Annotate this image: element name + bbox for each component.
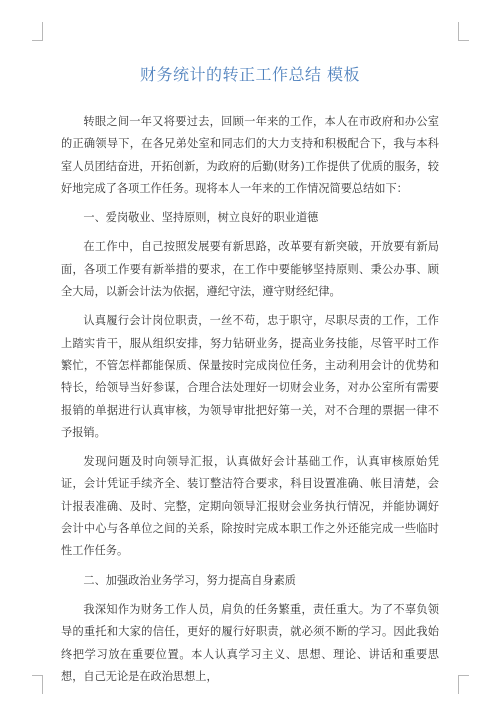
paragraph-2-1: 我深知作为财务工作人员，肩负的任务繁重，责任重大。为了不辜负领导的重托和大家的信任，更好的履行好职责，就必须不断的学习。因此我始终把学习放在重要位置。本人认真学习主义、思想、理论、讲话和重要思想，自己无论是在政治思想上， <box>61 602 439 683</box>
paragraph-intro: 转眼之间一年又将要过去，回顾一年来的工作，本人在市政府和办公室的正确领导下，在各兄弟处室和同志们的大力支持和积极配合下，我与本科室人员团结奋进，开拓创新，为政府的后勤(财务)工作提供了优质的服务，较好地完成了各项工作任务。现将本人一年来的工作情况简要总结如下： <box>61 115 439 195</box>
document-body <box>61 111 439 695</box>
crop-mark-bottom-right <box>458 675 469 694</box>
paragraph-1-3: 发现问题及时向领导汇报，认真做好会计基础工作，认真审核原始凭证，会计凭证手续齐全、装订整洁符合要求，科目设置准确、帐目清楚，会计报表准确、及时、完整，定期向领导汇报财会业务执行情况，并能协调好会计中心与各单位之间的关系，除按时完成本职工作之外还能完成一些临时性工作任务。 <box>61 455 439 558</box>
crop-mark-top-right <box>458 22 469 41</box>
paragraph-1-2: 认真履行会计岗位职责，一丝不苟，忠于职守，尽职尽责的工作，工作上踏实肯干，服从组织安排，努力钻研业务，提高业务技能，尽管平时工作繁忙，不管怎样都能保质、保量按时完成岗位任务，主动利用会计的优势和特长，给领导当好参谋，合理合法处理好一切财会业务，对办公室所有需要报销的单据进行认真审核，为领导审批把好第一关，对不合理的票据一律不予报销。 <box>61 314 439 439</box>
section-heading-2: 二、加强政治业务学习，努力提高自身素质 <box>83 573 296 587</box>
crop-mark-bottom-left <box>32 675 43 694</box>
document-title: 财务统计的转正工作总结 模板 <box>139 65 361 84</box>
crop-mark-top-left <box>32 22 43 41</box>
paragraph-1-1: 在工作中，自己按照发展要有新思路，改革要有新突破，开放要有新局面，各项工作要有新举措的要求，在工作中要能够坚持原则、秉公办事、顾全大局，以新会计法为依据，遵纪守法，遵守财经纪律。 <box>61 240 439 299</box>
section-heading-1: 一、爱岗敬业、坚持原则，树立良好的职业道德 <box>83 211 319 225</box>
